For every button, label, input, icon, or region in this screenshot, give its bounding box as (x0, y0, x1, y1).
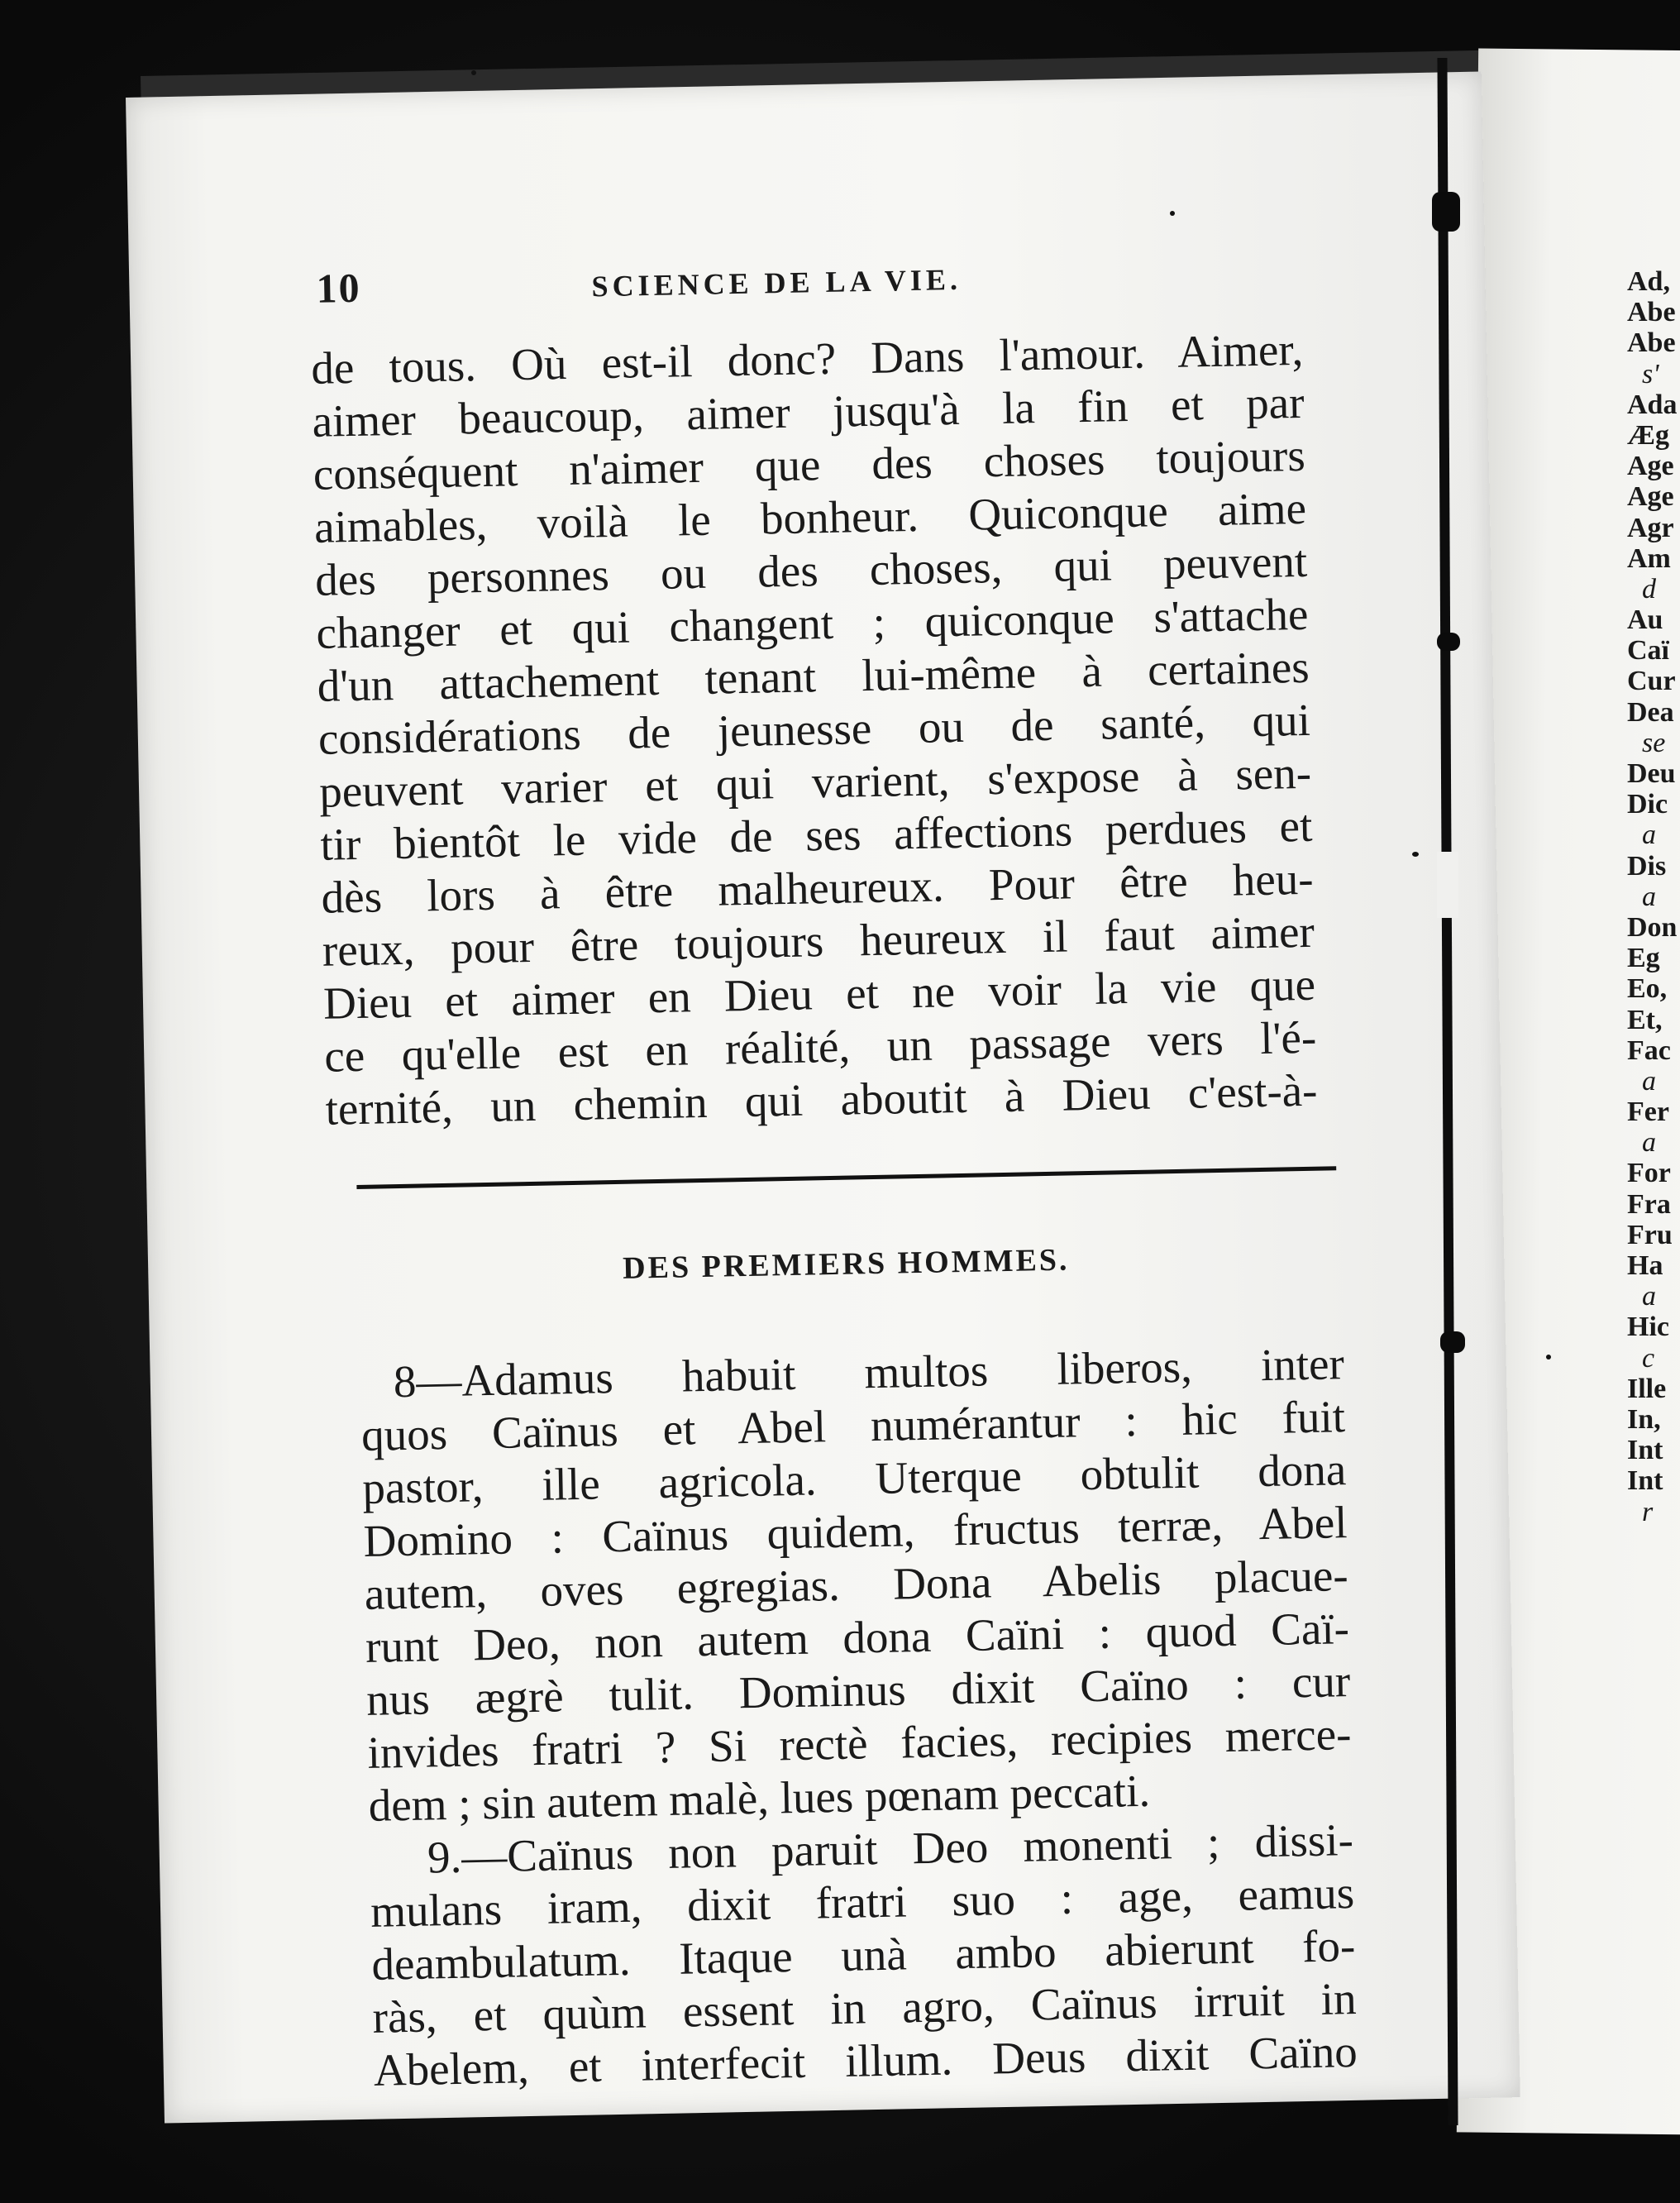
index-entry-fragment: Eo, (1627, 973, 1668, 1005)
text-line: 9.—Caïnus non paruit Deo monenti ; dissi- (427, 1814, 1354, 1883)
text-line: dès lors à être malheureux. Pour être heu- (321, 853, 1315, 923)
dust-speck (1546, 1355, 1551, 1360)
text-line: peuvent varier et qui varient, s'expose à sen- (318, 747, 1312, 817)
index-entry-fragment: Don (1627, 911, 1678, 943)
text-line: ternité, un chemin qui aboutit à Dieu c'est-à- (325, 1064, 1318, 1135)
binding-stitch-bottom (1440, 1331, 1465, 1353)
index-entry-fragment: Cur (1627, 666, 1676, 697)
index-entry-fragment: Fru (1627, 1219, 1673, 1250)
index-entry-fragment: Deu (1627, 758, 1676, 789)
index-entry-fragment: Fer (1627, 1097, 1669, 1128)
paragraph-latin (327, 1337, 1358, 2097)
index-entry-fragment: a (1642, 881, 1656, 912)
index-entry-fragment: a (1642, 1127, 1656, 1159)
running-title: SCIENCE DE LA VIE. (591, 262, 962, 303)
text-line: Abelem, et interfecit illum. Deus dixit Caïno (373, 2025, 1358, 2095)
index-entry-fragment: se (1642, 727, 1666, 758)
index-entry-fragment: Dic (1627, 789, 1668, 820)
text-line: Dieu et aimer en Dieu et ne voir la vie que (322, 958, 1316, 1029)
page-content (306, 244, 1399, 2097)
text-line: changer et qui changent ; quiconque s'attache (315, 588, 1309, 658)
binding-stitch-top (1432, 192, 1460, 232)
text-line: runt Deo, non autem dona Caïni : quod Caï- (365, 1603, 1350, 1672)
index-entry-fragment: Agr (1627, 512, 1674, 543)
page-number: 10 (316, 264, 362, 312)
index-entry-fragment: r (1642, 1496, 1654, 1527)
index-entry-fragment: Int (1627, 1465, 1663, 1497)
index-entry-fragment: Abe (1627, 327, 1676, 359)
text-line: mulans iram, dixit fratri suo : age, eamus (370, 1867, 1355, 1937)
text-line: des personnes ou des choses, qui peuvent (314, 535, 1308, 605)
index-entry-fragment: Int (1627, 1435, 1663, 1466)
index-entry-fragment: Dis (1627, 850, 1667, 882)
index-entry-fragment: Abe (1627, 297, 1676, 328)
section-heading: DES PREMIERS HOMMES. (622, 1242, 1070, 1286)
text-line: autem, oves egregias. Dona Abelis placue- (364, 1550, 1349, 1619)
index-entry-fragment: Am (1627, 542, 1671, 574)
text-line: deambulatum. Itaque unà ambo abierunt fo- (370, 1920, 1356, 1990)
index-entry-fragment: Ille (1627, 1373, 1667, 1404)
index-entry-fragment: a (1642, 1065, 1656, 1097)
index-entry-fragment: s' (1642, 358, 1659, 389)
index-entry-fragment: a (1642, 1281, 1656, 1312)
index-entry-fragment: Fac (1627, 1035, 1671, 1066)
dust-speck (471, 70, 476, 75)
text-line: ce qu'elle est en réalité, un passage vers l'é- (323, 1011, 1317, 1082)
text-line: dem ; sin autem malè, lues pœnam peccati. (368, 1765, 1151, 1831)
index-entry-fragment: Caï (1627, 635, 1669, 667)
index-entry-fragment: Hic (1627, 1312, 1669, 1343)
text-line: pastor, ille agricola. Uterque obtulit dona (361, 1444, 1347, 1513)
section-divider (356, 1166, 1336, 1189)
index-entry-fragment: Fra (1627, 1188, 1671, 1220)
text-line: 8—Adamus habuit multos liberos, inter (393, 1338, 1345, 1407)
dust-speck (1412, 852, 1419, 857)
index-entry-fragment: Æg (1627, 419, 1669, 451)
text-line: d'un attachement tenant lui-même à certaines (317, 641, 1310, 711)
index-entry-fragment: Ha (1627, 1250, 1663, 1281)
index-entry-fragment: Eg (1627, 943, 1660, 974)
paragraph-french (308, 323, 1318, 1136)
index-entry-fragment: c (1642, 1342, 1655, 1374)
text-line: Domino : Caïnus quidem, fructus terræ, Abel (363, 1497, 1348, 1566)
text-line: reux, pour être toujours heureux il faut aimer (322, 906, 1315, 976)
index-entry-fragment: d (1642, 573, 1656, 605)
text-line: considérations de jeunesse ou de santé, qui (317, 694, 1311, 764)
index-entry-fragment: Ad, (1627, 266, 1670, 297)
index-entry-fragment: Et, (1627, 1004, 1663, 1035)
facing-page-index-column (1627, 266, 1680, 1527)
text-line: ràs, et quùm essent in agro, Caïnus irruit in (372, 1973, 1358, 2043)
text-line: invides fratri ? Si rectè facies, recipies merce- (366, 1708, 1352, 1778)
index-entry-fragment: Dea (1627, 696, 1674, 728)
dust-speck (1170, 211, 1175, 216)
text-line: conséquent n'aimer que des choses toujours (313, 429, 1306, 499)
index-entry-fragment: In, (1627, 1403, 1661, 1435)
index-entry-fragment: Age (1627, 481, 1674, 513)
text-line: quos Caïnus et Abel numérantur : hic fuit (360, 1391, 1346, 1460)
index-entry-fragment: Au (1627, 605, 1663, 636)
text-line: tir bientôt le vide de ses affections perdues et (319, 800, 1313, 870)
binding-gap (1437, 852, 1458, 918)
text-line: aimer beaucoup, aimer jusqu'à la fin et par (312, 376, 1305, 447)
index-entry-fragment: Age (1627, 451, 1674, 482)
text-line: aimables, voilà le bonheur. Quiconque aime (313, 482, 1307, 552)
binding-stitch-middle (1437, 633, 1460, 651)
index-entry-fragment: a (1642, 820, 1656, 851)
index-entry-fragment: Ada (1627, 389, 1678, 420)
text-line: de tous. Où est-il donc? Dans l'amour. Aimer, (310, 323, 1304, 394)
index-entry-fragment: For (1627, 1158, 1671, 1189)
text-line: nus ægrè tulit. Dominus dixit Caïno : cur (365, 1656, 1351, 1725)
